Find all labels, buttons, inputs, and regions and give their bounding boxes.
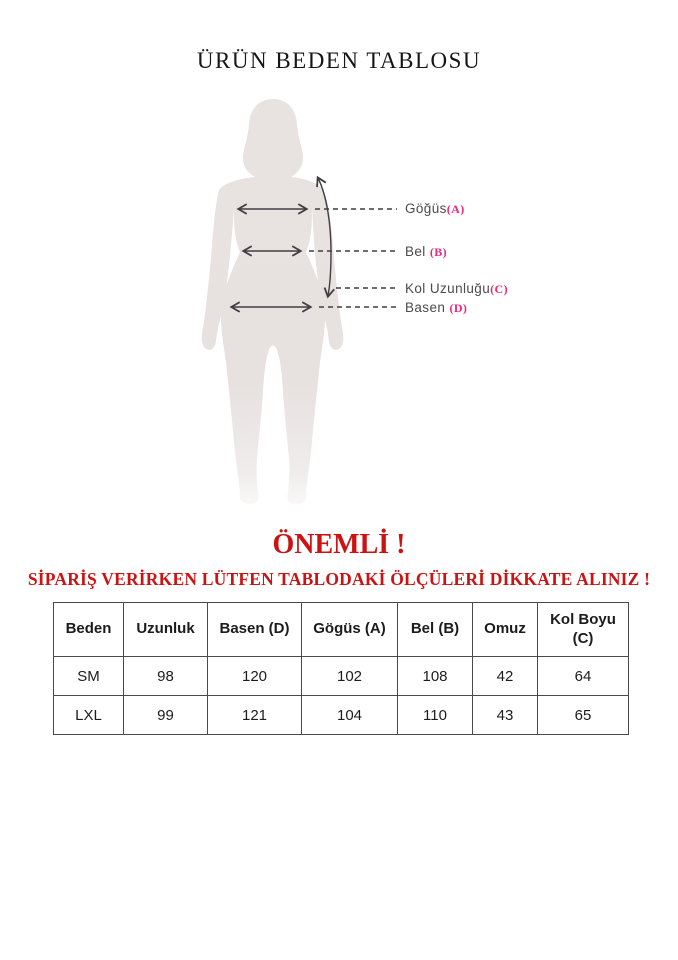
label-sleeve-text: Kol Uzunluğu: [405, 281, 491, 296]
size-table: [53, 602, 629, 735]
label-sleeve-letter: (C): [490, 282, 508, 296]
header-basen: Basen (D): [208, 603, 302, 657]
table-row-lxl: [54, 696, 629, 735]
size-table-header-row: [54, 603, 629, 657]
label-waist: [405, 244, 447, 260]
cell-lxl-beden: LXL: [54, 696, 124, 735]
cell-sm-gogus: 102: [302, 657, 398, 696]
label-sleeve: [405, 281, 508, 297]
header-omuz: Omuz: [473, 603, 538, 657]
cell-sm-kol: 64: [538, 657, 629, 696]
header-bel: Bel (B): [398, 603, 473, 657]
cell-sm-bel: 108: [398, 657, 473, 696]
cell-sm-omuz: 42: [473, 657, 538, 696]
cell-sm-basen: 120: [208, 657, 302, 696]
warning-subheading: SİPARİŞ VERİRKEN LÜTFEN TABLODAKİ ÖLÇÜLERİ DİKKATE ALINIZ !: [27, 569, 651, 589]
header-uzunluk: Uzunluk: [124, 603, 208, 657]
cell-lxl-uzunluk: 99: [124, 696, 208, 735]
cell-lxl-gogus: 104: [302, 696, 398, 735]
label-chest-text: Göğüs: [405, 201, 447, 216]
cell-lxl-basen: 121: [208, 696, 302, 735]
cell-lxl-bel: 110: [398, 696, 473, 735]
label-hip-text: Basen: [405, 300, 450, 315]
header-beden: Beden: [54, 603, 124, 657]
warning-heading: ÖNEMLİ !: [272, 529, 406, 560]
label-waist-letter: (B): [429, 245, 448, 259]
page-title: ÜRÜN BEDEN TABLOSU: [196, 48, 482, 73]
body-silhouette-shape: [202, 99, 344, 504]
cell-lxl-omuz: 43: [473, 696, 538, 735]
label-hip-letter: (D): [449, 301, 468, 315]
cell-lxl-kol: 65: [538, 696, 629, 735]
label-chest-letter: (A): [446, 202, 465, 216]
header-kol-boyu: Kol Boyu (C): [538, 603, 629, 657]
header-gogus: Gögüs (A): [302, 603, 398, 657]
cell-sm-beden: SM: [54, 657, 124, 696]
table-row-sm: [54, 657, 629, 696]
label-waist-text: Bel: [405, 244, 430, 259]
label-chest: [405, 201, 465, 217]
label-hip: [405, 300, 467, 316]
cell-sm-uzunluk: 98: [124, 657, 208, 696]
